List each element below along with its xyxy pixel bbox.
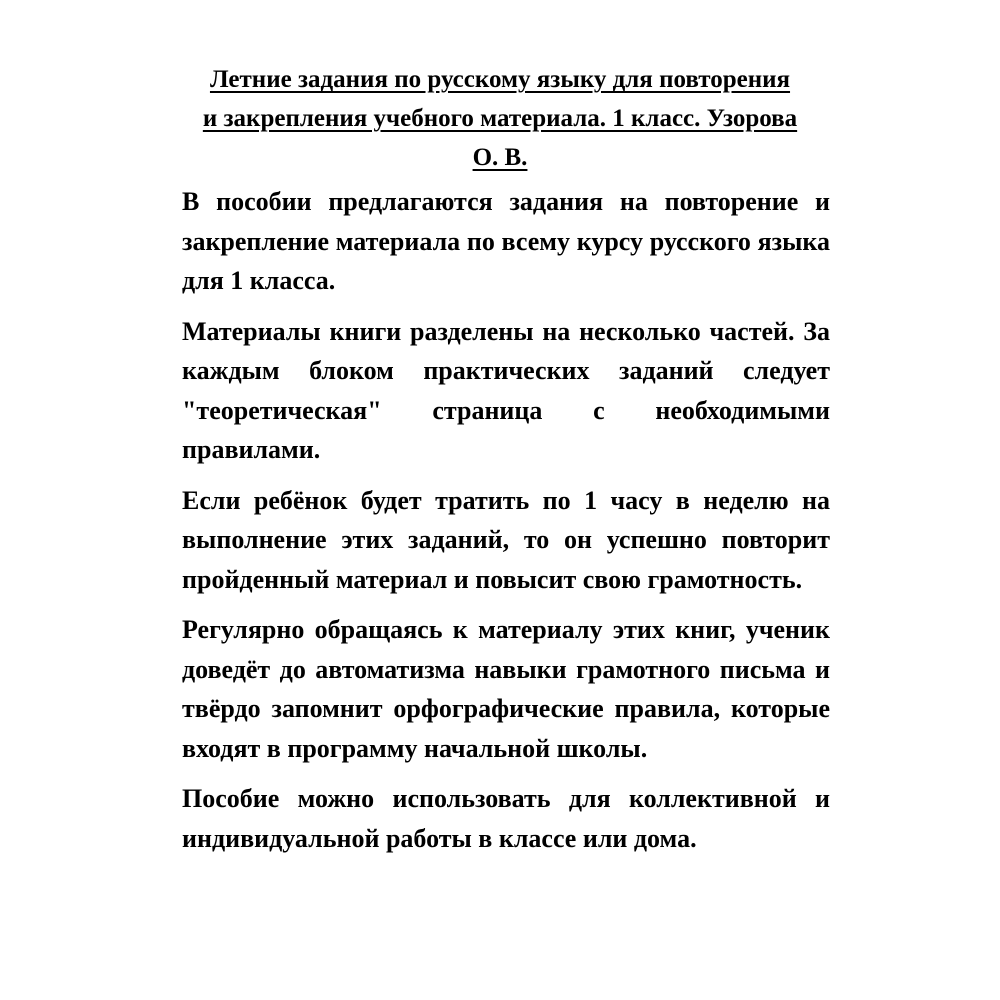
paragraph: Если ребёнок будет тратить по 1 часу в неделю на выполнение этих заданий, то он успешно повторит пройденный материал и повысит свою грамотность. — [182, 485, 830, 594]
paragraph: В пособии предлагаются задания на повторение и закрепление материала по всему курсу русского языка для 1 класса. — [182, 187, 830, 295]
document-body — [182, 182, 830, 869]
paragraph: Материалы книги разделены на несколько частей. За каждым блоком практических заданий следует "теоретическая" страница с необходимыми правилами. — [182, 316, 830, 464]
document-title: Летние задания по русскому языку для повторения и закрепления учебного материала. 1 класс. Узорова О. В. — [202, 66, 798, 171]
paragraph: Пособие можно использовать для коллективной и индивидуальной работы в классе или дома. — [182, 784, 830, 853]
paragraph: Регулярно обращаясь к материалу этих книг, ученик доведёт до автоматизма навыки грамотного письма и твёрдо запомнит орфографические правила, которые входят в программу начальной школы. — [182, 615, 830, 763]
